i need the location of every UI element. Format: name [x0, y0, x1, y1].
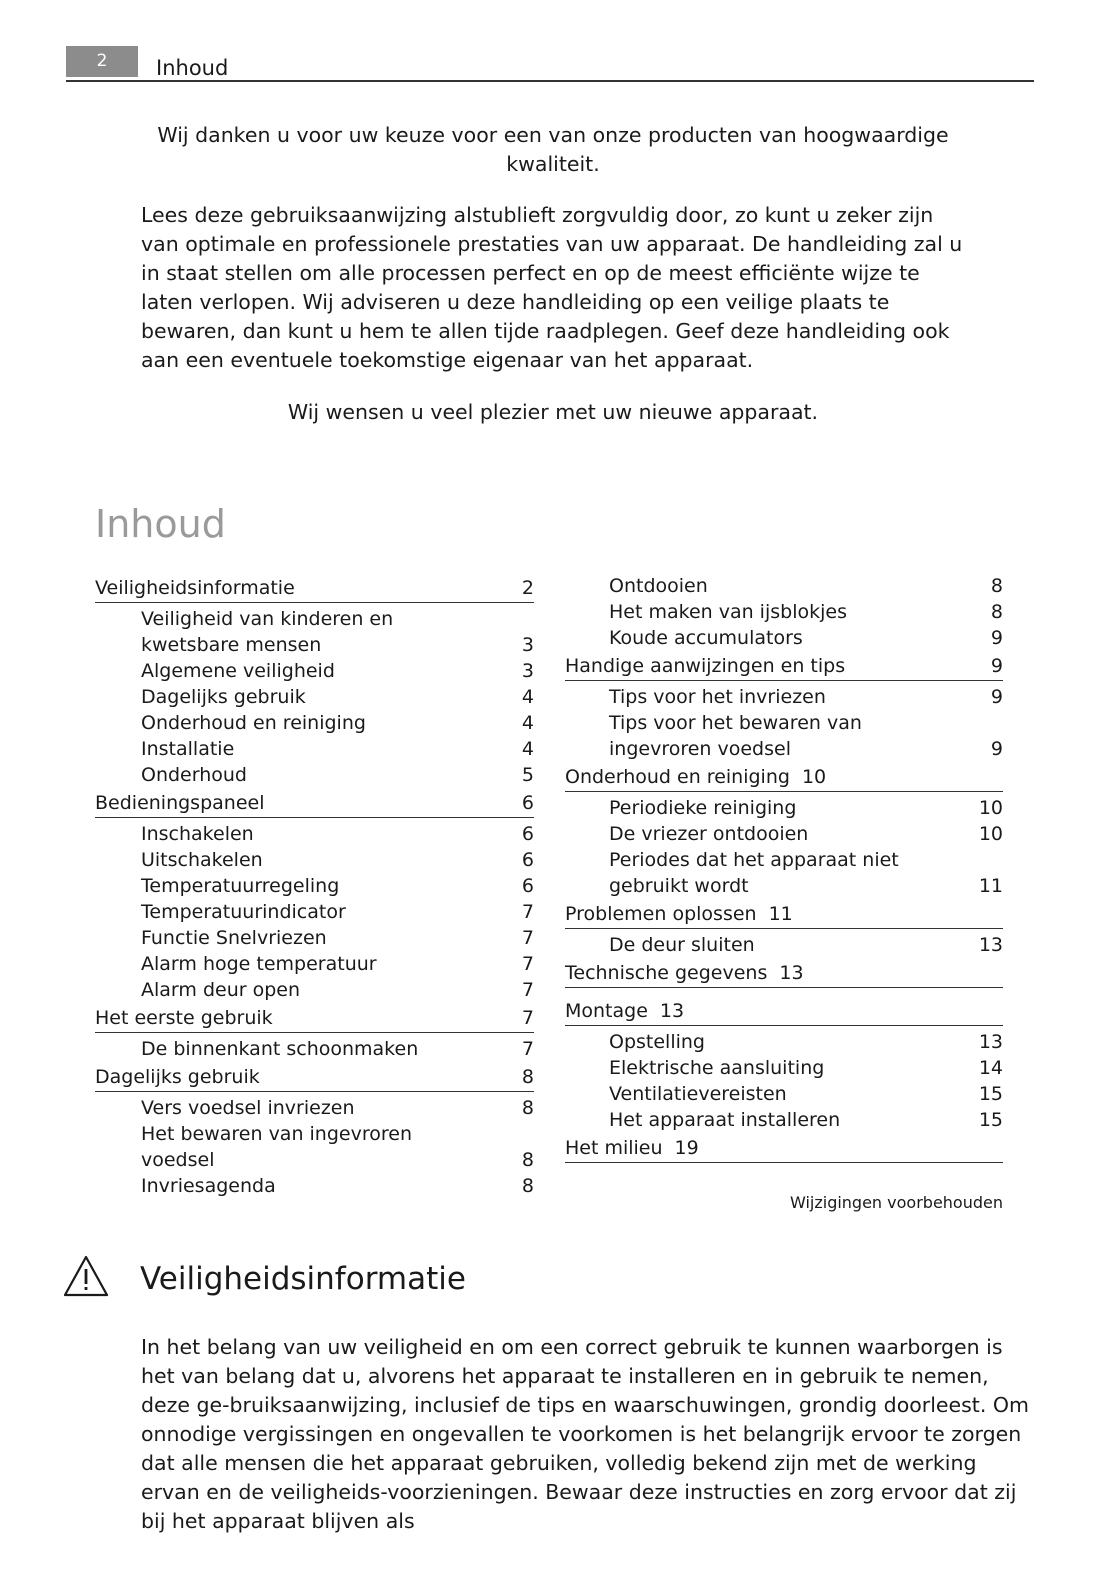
toc-entry-page: 13 [978, 934, 1003, 956]
page-number: 2 [96, 51, 108, 71]
toc-title: Inhoud [95, 502, 226, 546]
toc-entry [565, 847, 1003, 899]
toc-entry-page: 13 [978, 1031, 1003, 1053]
toc-entry-title: Ventilatievereisten [609, 1083, 787, 1105]
toc-entry-title: Opstelling [609, 1031, 705, 1053]
toc-section-label [565, 901, 793, 927]
toc-section-label [565, 960, 804, 986]
toc-entry-title: Alarm hoge temperatuur [141, 953, 377, 975]
toc-entry-title: De binnenkant schoonmaken [141, 1038, 419, 1060]
intro-wish: Wij wensen u veel plezier met uw nieuwe apparaat. [287, 400, 819, 424]
toc-entry-title: Functie Snelvriezen [141, 927, 327, 949]
toc-section-title: Bedieningspaneel [95, 792, 265, 814]
toc-entry [565, 710, 1003, 762]
toc-entry-page: 7 [521, 953, 534, 975]
toc-entry-page: 15 [978, 1083, 1003, 1105]
toc-entry-page: 4 [521, 712, 534, 734]
toc-section-title: Handige aanwijzingen en tips [565, 655, 846, 677]
toc-entry-title: Periodes dat het apparaat niet gebruikt wordt [609, 849, 899, 897]
toc-section-page: 10 [801, 766, 827, 788]
toc-entry-page: 10 [978, 823, 1003, 845]
toc-entry [95, 821, 534, 847]
toc-section-title: Montage [565, 1000, 648, 1022]
toc-section-title: Onderhoud en reiniging [565, 766, 790, 788]
toc-entry [95, 873, 534, 899]
toc-entry-page: 9 [990, 738, 1003, 760]
toc-section-page: 6 [521, 792, 534, 814]
toc-section-label [565, 998, 684, 1024]
toc-section [95, 788, 534, 818]
toc-entry-title: Ontdooien [609, 575, 708, 597]
toc-section [565, 651, 1003, 681]
toc-entry [95, 977, 534, 1003]
toc-entry-page: 8 [521, 1149, 534, 1171]
toc-entry [565, 1107, 1003, 1133]
toc-entry-title: Dagelijks gebruik [141, 686, 306, 708]
toc-section [95, 1062, 534, 1092]
page-number-box [66, 46, 138, 77]
toc-entry [565, 684, 1003, 710]
toc-section-page: 19 [674, 1137, 699, 1159]
toc-entry [565, 599, 1003, 625]
toc-entry-title: Uitschakelen [141, 849, 263, 871]
toc-entry-title: De deur sluiten [609, 934, 755, 956]
toc-entry [565, 821, 1003, 847]
toc-section-page: 9 [990, 655, 1003, 677]
toc-entry [565, 625, 1003, 651]
toc-entry-title: Algemene veiligheid [141, 660, 335, 682]
toc-entry-title: Temperatuurregeling [141, 875, 340, 897]
toc-section [95, 1003, 534, 1033]
toc-section-page: 8 [521, 1066, 534, 1088]
toc-entry-title: Het apparaat installeren [609, 1109, 841, 1131]
toc-entry-title: Het bewaren van ingevroren voedsel [141, 1123, 412, 1171]
toc-entry [95, 1095, 534, 1121]
toc-section-title: Problemen oplossen [565, 903, 757, 925]
toc-entry [95, 1036, 534, 1062]
toc-left-column [95, 573, 534, 1199]
toc-entry-title: Tips voor het invriezen [609, 686, 826, 708]
toc-entry-title: Temperatuurindicator [141, 901, 346, 923]
toc-entry-page: 15 [978, 1109, 1003, 1131]
toc-section [565, 1133, 1003, 1163]
toc-entry [565, 1055, 1003, 1081]
section-heading: Veiligheidsinformatie [140, 1261, 466, 1297]
toc-entry-page: 6 [521, 823, 534, 845]
toc-section-page: 7 [521, 1007, 534, 1029]
toc-section [565, 899, 1003, 929]
toc-entry [565, 1029, 1003, 1055]
warning-triangle-icon [62, 1254, 110, 1298]
toc-entry-page: 3 [521, 660, 534, 682]
toc-section-page: 11 [768, 903, 793, 925]
toc-entry-title: Onderhoud en reiniging [141, 712, 366, 734]
toc-entry-page: 8 [521, 1097, 534, 1119]
toc-section-title: Dagelijks gebruik [95, 1066, 260, 1088]
toc-entry-page: 14 [978, 1057, 1003, 1079]
toc-entry [565, 573, 1003, 599]
toc-right-column [565, 573, 1003, 1171]
toc-entry-page: 4 [521, 686, 534, 708]
toc-entry [95, 736, 534, 762]
toc-entry-title: Invriesagenda [141, 1175, 276, 1197]
toc-entry-page: 7 [521, 901, 534, 923]
toc-section-title: Het eerste gebruik [95, 1007, 273, 1029]
toc-entry-title: Vers voedsel invriezen [141, 1097, 355, 1119]
toc-section [565, 996, 1003, 1026]
toc-section-label [565, 1135, 699, 1161]
toc-entry-page: 4 [521, 738, 534, 760]
toc-entry-page: 3 [521, 634, 534, 656]
toc-entry [95, 684, 534, 710]
toc-entry-title: Veiligheid van kinderen en kwetsbare mensen [141, 608, 394, 656]
toc-entry [95, 762, 534, 788]
toc-entry-title: Periodieke reiniging [609, 797, 797, 819]
toc-entry-page: 10 [978, 797, 1003, 819]
toc-entry-page: 9 [990, 627, 1003, 649]
toc-entry-page: 5 [521, 764, 534, 786]
toc-entry [95, 710, 534, 736]
toc-entry-page: 8 [521, 1175, 534, 1197]
toc-section-title: Veiligheidsinformatie [95, 577, 295, 599]
toc-entry [565, 1081, 1003, 1107]
toc-entry [95, 951, 534, 977]
toc-entry [95, 658, 534, 684]
toc-section-page: 2 [521, 577, 534, 599]
toc-entry-page: 8 [990, 601, 1003, 623]
toc-entry-title: Elektrische aansluiting [609, 1057, 825, 1079]
toc-entry-page: 8 [990, 575, 1003, 597]
toc-entry-title: Alarm deur open [141, 979, 301, 1001]
running-header: Inhoud [156, 56, 229, 80]
toc-entry [95, 847, 534, 873]
toc-entry-page: 7 [521, 1038, 534, 1060]
toc-entry [95, 925, 534, 951]
toc-entry-title: De vriezer ontdooien [609, 823, 809, 845]
footer-note: Wijzigingen voorbehouden [789, 1193, 1003, 1212]
toc-entry [565, 932, 1003, 958]
toc-entry-page: 6 [521, 875, 534, 897]
toc-section-title: Technische gegevens [565, 962, 768, 984]
toc-section-label [565, 764, 826, 790]
toc-section [95, 573, 534, 603]
toc-entry-page: 9 [990, 686, 1003, 708]
toc-entry-page: 11 [978, 875, 1003, 897]
toc-entry-title: Onderhoud [141, 764, 247, 786]
toc-entry-page: 6 [521, 849, 534, 871]
toc-entry-title: Het maken van ijsblokjes [609, 601, 847, 623]
toc-entry-title: Inschakelen [141, 823, 254, 845]
toc-section-label [565, 653, 845, 679]
toc-entry-title: Koude accumulators [609, 627, 803, 649]
toc-section-page: 13 [779, 962, 804, 984]
intro-thanks: Wij danken u voor uw keuze voor een van onze producten van hoogwaardige kwaliteit. [157, 123, 949, 176]
toc-entry [95, 1121, 534, 1173]
toc-section-title: Het milieu [565, 1137, 663, 1159]
toc-section-label [95, 575, 295, 601]
intro-body: Lees deze gebruiksaanwijzing alstublieft zorgvuldig door, zo kunt u zeker zijn van optimale en professionele prestaties van uw apparaat. De handleiding zal u in staat stellen om alle processen perfect en op de meest efficiënte wijze te laten verlopen. Wij adviseren u deze handleiding op een veilige plaats te bewaren, dan kunt u hem te allen tijde raadplegen. Geef deze handleiding ook aan een eventuele toekomstige eigenaar van het apparaat. [141, 203, 963, 372]
toc-section [565, 762, 1003, 792]
toc-entry [565, 795, 1003, 821]
toc-entry-title: Installatie [141, 738, 235, 760]
toc-section-label [95, 1064, 260, 1090]
header-rule [66, 80, 1034, 82]
toc-entry [95, 1173, 534, 1199]
toc-section-label [95, 1005, 273, 1031]
toc-entry-page: 7 [521, 927, 534, 949]
toc-section-page: 13 [659, 1000, 685, 1022]
toc-section-label [95, 790, 264, 816]
toc-entry-title: Tips voor het bewaren van ingevroren voedsel [609, 712, 862, 760]
toc-entry-page: 7 [521, 979, 534, 1001]
safety-body: In het belang van uw veiligheid en om een correct gebruik te kunnen waarborgen is het van belang dat u, alvorens het apparaat te installeren en in gebruik te nemen, deze ge-bruiksaanwijzing, inclusief de tips en waarschuwingen, grondig doorleest. Om onnodige vergissingen en ongevallen te voorkomen is het belangrijk ervoor te zorgen dat alle mensen die het apparaat gebruiken, volledig bekend zijn met de werking ervan en de veiligheids-voorzieningen. Bewaar deze instructies en zorg ervoor dat zij bij het apparaat blijven als [141, 1335, 1029, 1533]
toc-entry [95, 899, 534, 925]
toc-section [565, 958, 1003, 988]
toc-entry [95, 606, 534, 658]
